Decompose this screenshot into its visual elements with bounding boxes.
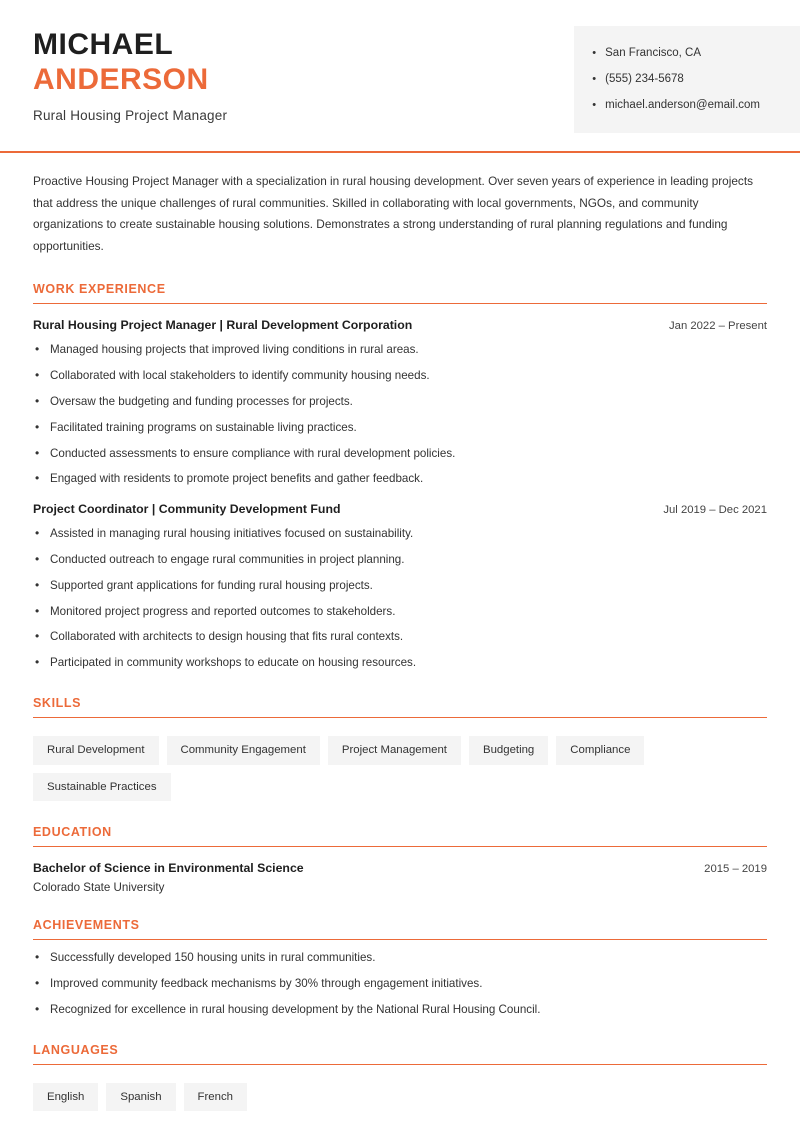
list-item: • Oversaw the budgeting and funding processes for projects. xyxy=(33,393,767,410)
list-item: • Recognized for excellence in rural housing development by the National Rural Housing Council. xyxy=(33,1001,767,1018)
skill-chip: Sustainable Practices xyxy=(33,773,171,802)
resume-body xyxy=(0,171,800,1112)
list-item: • Collaborated with local stakeholders to identify community housing needs. xyxy=(33,367,767,384)
skill-chip: Rural Development xyxy=(33,736,159,765)
language-chip: English xyxy=(33,1083,98,1112)
first-name: MICHAEL xyxy=(33,28,174,61)
language-chip: Spanish xyxy=(106,1083,175,1112)
section-languages xyxy=(33,1043,767,1112)
section-title-languages: LANGUAGES xyxy=(33,1042,119,1057)
skills-chip-list xyxy=(33,736,767,802)
section-achievements xyxy=(33,918,767,1018)
job-title: Rural Housing Project Manager xyxy=(33,108,228,123)
professional-summary: Proactive Housing Project Manager with a specialization in rural housing development. Over seven years of experience in leading projects that address the unique challenges of rural communities. Skilled in collaborating with local governments, NGOs, and community organizations to create sustainable housing solutions. Demonstrates a strong understanding of rural planning regulations and funding opportunities. xyxy=(33,173,753,254)
identity-block xyxy=(33,22,227,123)
work-entry-head xyxy=(33,502,767,516)
skill-chip: Budgeting xyxy=(469,736,548,765)
list-item: • Participated in community workshops to educate on housing resources. xyxy=(33,654,767,671)
contact-location-text: San Francisco, CA xyxy=(605,46,702,59)
list-item: • Successfully developed 150 housing units in rural communities. xyxy=(33,949,767,966)
languages-chip-list xyxy=(33,1083,767,1112)
section-divider xyxy=(33,303,767,304)
contact-location xyxy=(592,40,760,66)
bullet-dot-icon: • xyxy=(592,46,597,59)
language-chip: French xyxy=(184,1083,247,1112)
section-divider xyxy=(33,717,767,718)
achievements-list xyxy=(33,949,767,1018)
section-title-work: WORK EXPERIENCE xyxy=(33,282,166,296)
section-title-achievements: ACHIEVEMENTS xyxy=(33,918,140,933)
work-entry-bullets xyxy=(33,341,767,488)
work-entry-title: Rural Housing Project Manager | Rural Development Corporation xyxy=(33,318,413,332)
work-entry-title: Project Coordinator | Community Development Fund xyxy=(33,501,341,516)
section-title-education: EDUCATION xyxy=(33,825,112,840)
contact-email[interactable] xyxy=(592,93,760,119)
section-education xyxy=(33,825,767,894)
section-title-skills: SKILLS xyxy=(33,695,82,710)
section-work-experience xyxy=(33,282,767,672)
section-divider xyxy=(33,1064,767,1065)
last-name: ANDERSON xyxy=(33,62,209,96)
list-item: • Conducted outreach to engage rural communities in project planning. xyxy=(33,551,767,568)
list-item: • Supported grant applications for funding rural housing projects. xyxy=(33,577,767,594)
work-entry-bullets xyxy=(33,525,767,672)
list-item: • Facilitated training programs on sustainable living practices. xyxy=(33,419,767,436)
work-entry-date: Jan 2022 – Present xyxy=(669,320,767,332)
list-item: • Monitored project progress and reported outcomes to stakeholders. xyxy=(33,603,767,620)
education-degree: Bachelor of Science in Environmental Science xyxy=(33,861,304,876)
header-divider xyxy=(0,151,800,153)
work-entry-head xyxy=(33,318,767,332)
skill-chip: Compliance xyxy=(556,736,644,765)
contact-box xyxy=(574,26,800,133)
list-item: • Conducted assessments to ensure compliance with rural development policies. xyxy=(33,445,767,462)
contact-phone-text: (555) 234-5678 xyxy=(605,72,684,85)
skill-chip: Community Engagement xyxy=(167,736,320,765)
section-divider xyxy=(33,846,767,847)
list-item: • Managed housing projects that improved living conditions in rural areas. xyxy=(33,341,767,358)
skill-chip: Project Management xyxy=(328,736,461,765)
work-entry-date: Jul 2019 – Dec 2021 xyxy=(663,503,767,516)
work-entry xyxy=(33,318,767,488)
list-item: • Collaborated with architects to design housing that fits rural contexts. xyxy=(33,628,767,645)
education-entry-head xyxy=(33,861,767,875)
bullet-dot-icon: • xyxy=(592,99,597,111)
contact-phone[interactable] xyxy=(592,66,760,92)
section-skills xyxy=(33,696,767,802)
contact-email-text: michael.anderson@email.com xyxy=(605,99,760,111)
list-item: • Improved community feedback mechanisms by 30% through engagement initiatives. xyxy=(33,975,767,992)
list-item: • Engaged with residents to promote project benefits and gather feedback. xyxy=(33,470,767,487)
education-date: 2015 – 2019 xyxy=(704,863,767,876)
education-entry xyxy=(33,861,767,894)
list-item: • Assisted in managing rural housing initiatives focused on sustainability. xyxy=(33,525,767,542)
bullet-dot-icon: • xyxy=(592,72,597,85)
education-school: Colorado State University xyxy=(33,881,165,895)
resume-header xyxy=(0,0,800,133)
work-entry xyxy=(33,502,767,672)
section-divider xyxy=(33,939,767,940)
